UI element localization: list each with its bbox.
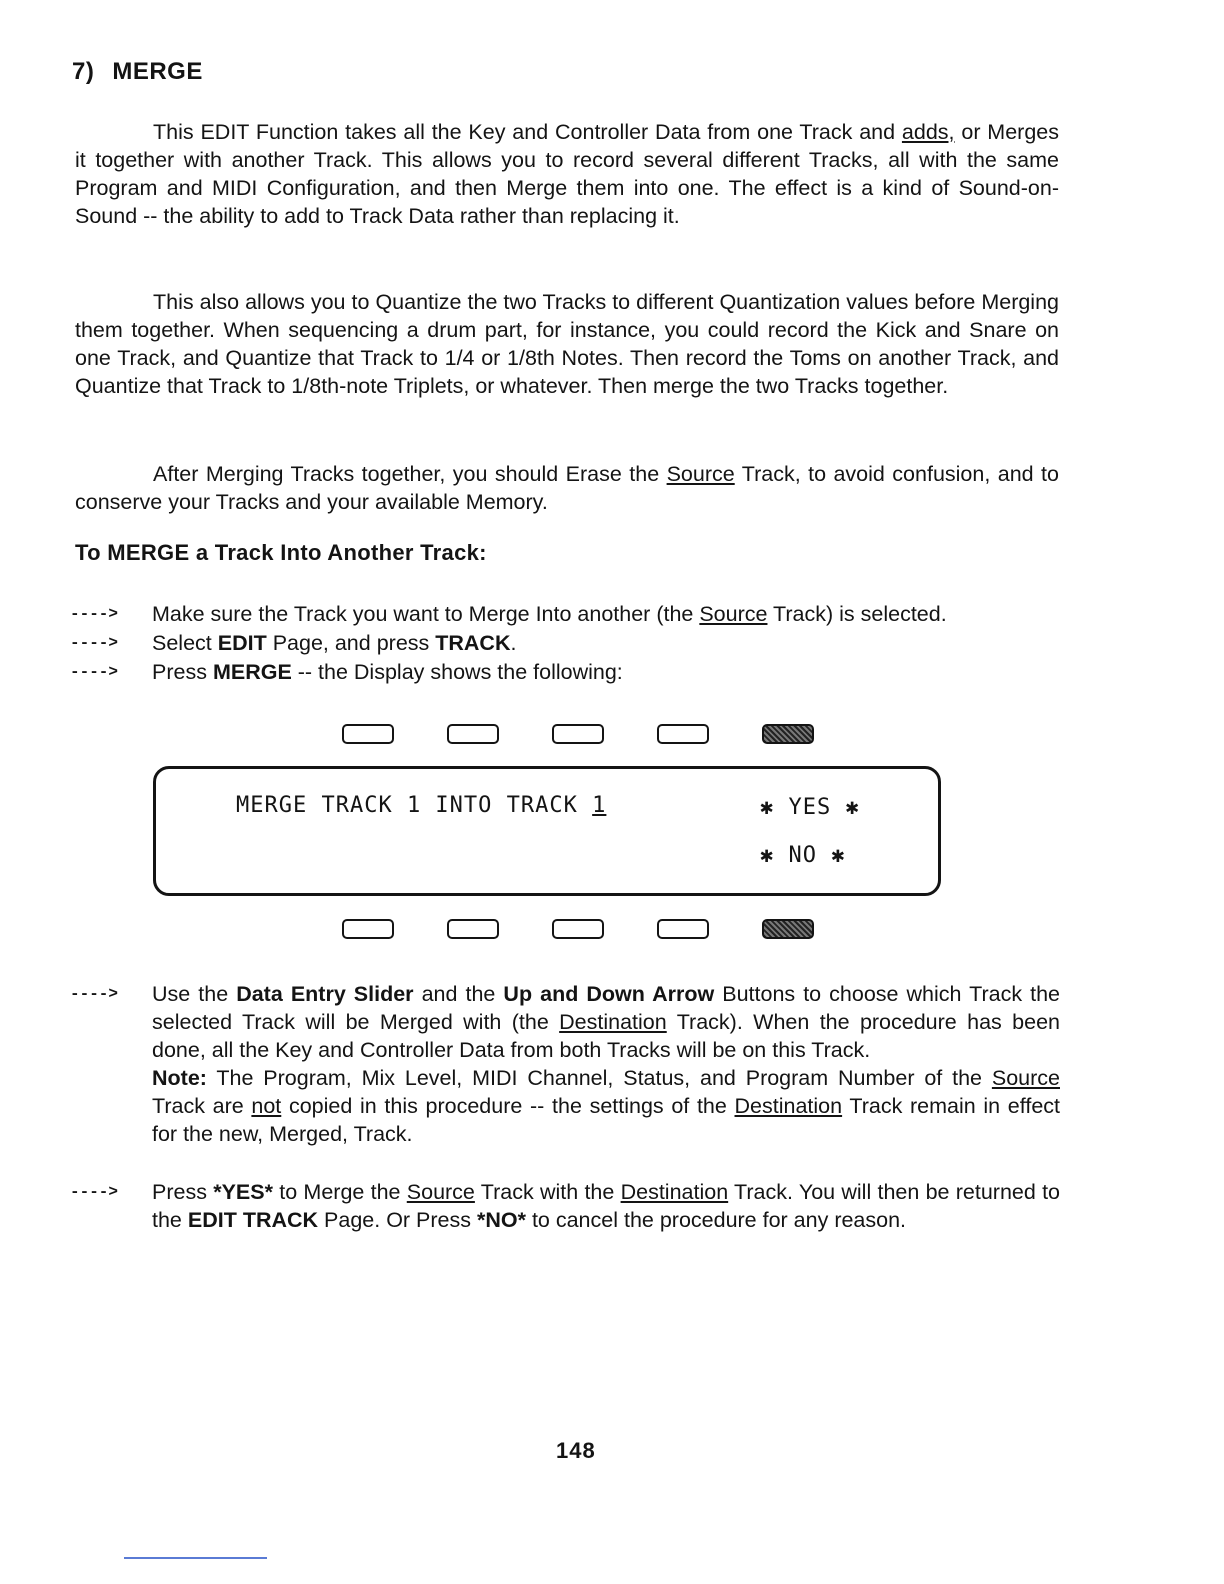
page-number: 148 xyxy=(556,1438,596,1463)
paragraph-intro: This EDIT Function takes all the Key and Controller Data from one Track and adds, or Merges it together with another Track. This allows you to record several different Tracks, all with the same Program and MIDI Configuration, and then Merge them into one. The effect is a kind of Sound-on-Sound -- the ability to add to Track Data rather than replacing it. xyxy=(75,120,1059,228)
display-line-1: MERGE TRACK 1 INTO TRACK 1 xyxy=(236,793,607,818)
soft-button-top-1[interactable] xyxy=(342,724,394,744)
soft-button-top-yes[interactable] xyxy=(762,724,814,744)
soft-button-top-4[interactable] xyxy=(657,724,709,744)
top-soft-buttons xyxy=(342,724,867,744)
soft-button-bottom-4[interactable] xyxy=(657,919,709,939)
note-label: Note: xyxy=(152,1066,207,1090)
soft-button-top-3[interactable] xyxy=(552,724,604,744)
arrow-bullet: ----> xyxy=(70,1183,119,1201)
footer-rule xyxy=(124,1557,267,1559)
soft-button-bottom-no[interactable] xyxy=(762,919,814,939)
display-yes-option: ✱ YES ✱ xyxy=(760,795,860,820)
soft-button-bottom-2[interactable] xyxy=(447,919,499,939)
arrow-bullet: ----> xyxy=(70,634,119,652)
step-select-edit: ----> Select EDIT Page, and press TRACK. xyxy=(70,631,517,655)
soft-button-bottom-1[interactable] xyxy=(342,919,394,939)
step-select-source: ----> Make sure the Track you want to Merge Into another (the Source Track) is selected. xyxy=(70,602,947,626)
destination-track-number: 1 xyxy=(592,793,607,818)
arrow-bullet: ----> xyxy=(70,985,119,1003)
section-heading xyxy=(72,58,203,86)
bottom-soft-buttons xyxy=(342,919,867,939)
lcd-display xyxy=(153,766,941,896)
procedure-heading: To MERGE a Track Into Another Track: xyxy=(75,540,487,565)
arrow-bullet: ----> xyxy=(70,605,119,623)
soft-button-bottom-3[interactable] xyxy=(552,919,604,939)
paragraph-erase-source: After Merging Tracks together, you should Erase the Source Track, to avoid confusion, and to conserve your Tracks and your available Memory. xyxy=(75,462,1059,514)
step-press-merge: ----> Press MERGE -- the Display shows the following: xyxy=(70,660,623,684)
display-no-option: ✱ NO ✱ xyxy=(760,843,846,868)
section-title: MERGE xyxy=(112,58,203,85)
soft-button-top-2[interactable] xyxy=(447,724,499,744)
section-number: 7) xyxy=(72,58,95,85)
paragraph-quantize: This also allows you to Quantize the two Tracks to different Quantization values before Merging them together. When sequencing a drum part, for instance, you could record the Kick and Snare on one Track, and Quantize that Track to 1/4 or 1/8th Notes. Then record the Toms on another Track, and Quantize that Track to 1/8th-note Triplets, or whatever. Then merge the two Tracks together. xyxy=(75,290,1059,398)
step-confirm-merge: ----> Press *YES* to Merge the Source Track with the Destination Track. You will then be returned to the EDIT TRACK Page. Or Press *NO* to cancel the procedure for any reason. xyxy=(70,1180,1060,1232)
arrow-bullet: ----> xyxy=(70,663,119,681)
step-choose-destination: ----> Use the Data Entry Slider and the Up and Down Arrow Buttons to choose which Track the selected Track will be Merged with (the Destination Track). When the procedure has been done, all the Key and Controller Data from both Tracks will be on this Track. Note: The Program, Mix Level, MIDI Channel, Status, and Program Number of the Source Track are not copied in this procedure -- the settings of the Destination Track remain in effect for the new, Merged, Track. xyxy=(70,982,1061,1146)
